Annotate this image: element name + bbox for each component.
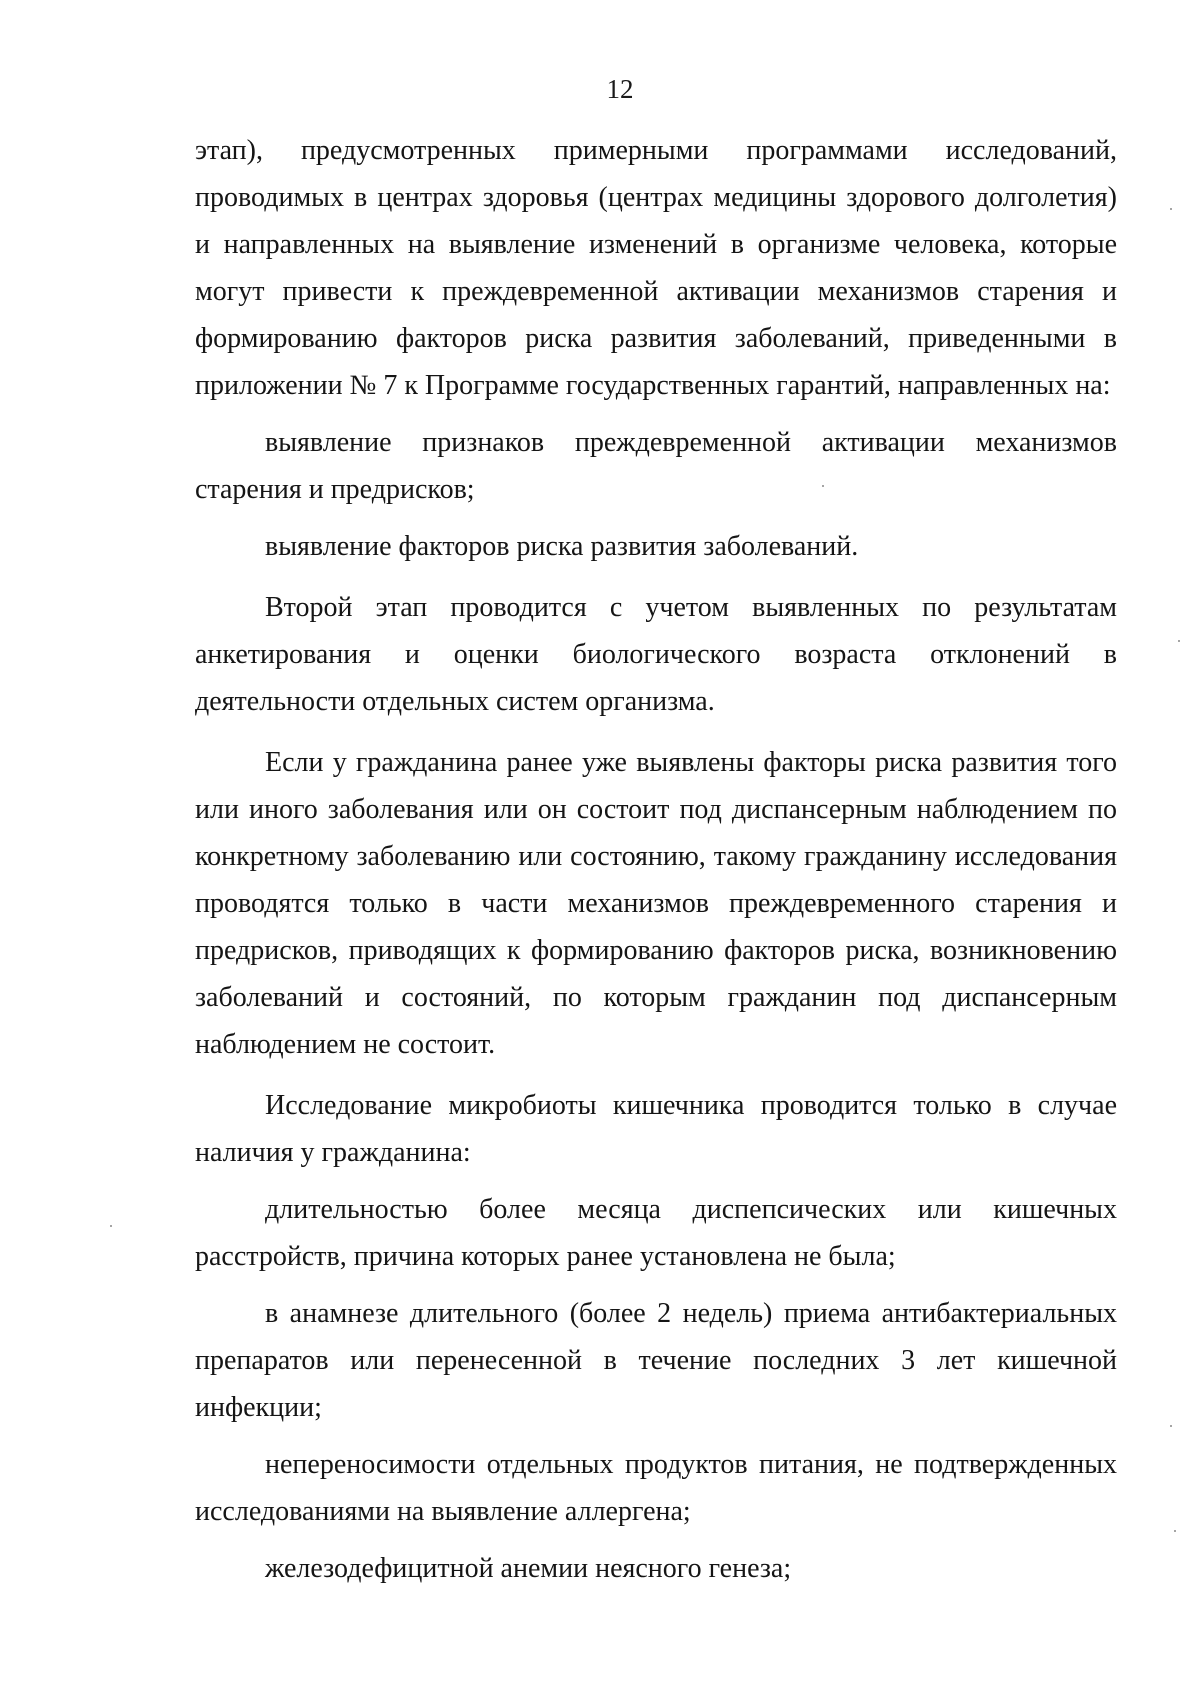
- paragraph-existing-risk: Если у гражданина ранее уже выявлены факторы риска развития того или иного заболевания или он состоит под диспансерным наблюдением по конкретному заболеванию или состоянию, такому гражданину исследования проводятся только в части механизмов преждевременного старения и предрисков, приводящих к формированию факторов риска, возникновению заболеваний и состояний, по которым гражданин под диспансерным наблюдением не состоит.: [195, 747, 1117, 1060]
- list-item-dyspepsia: длительностью более месяца диспепсических или кишечных расстройств, причина которых ранее установлена не была;: [195, 1194, 1117, 1272]
- paragraph-microbiota: Исследование микробиоты кишечника проводится только в случае наличия у гражданина:: [195, 1090, 1117, 1168]
- list-item-food-intolerance: непереносимости отдельных продуктов питания, не подтвержденных исследованиями на выявление аллергена;: [195, 1449, 1117, 1527]
- list-item-antibacterial: в анамнезе длительного (более 2 недель) приема антибактериальных препаратов или перенесенной в течение последних 3 лет кишечной инфекции;: [195, 1298, 1117, 1423]
- scan-speck: [1174, 1530, 1176, 1532]
- page-number: 12: [606, 74, 634, 104]
- list-item-anemia: железодефицитной анемии неясного генеза;: [265, 1553, 792, 1584]
- scan-speck: [1170, 208, 1172, 210]
- list-item-risk-factors: выявление факторов риска развития заболеваний.: [265, 531, 859, 562]
- scan-speck: [1178, 640, 1180, 642]
- paragraph-second-stage: Второй этап проводится с учетом выявленных по результатам анкетирования и оценки биологического возраста отклонений в деятельности отдельных систем организма.: [195, 592, 1117, 717]
- scan-speck: [110, 1225, 112, 1227]
- paragraph-intro: этап), предусмотренных примерными программами исследований, проводимых в центрах здоровья (центрах медицины здорового долголетия) и направленных на выявление изменений в организме человека, которые могут привести к преждевременной активации механизмов старения и формированию факторов риска развития заболеваний, приведенными в приложении № 7 к Программе государственных гарантий, направленных на:: [195, 135, 1117, 401]
- document-body: [195, 127, 1117, 1592]
- scan-speck: [1170, 1425, 1172, 1427]
- list-item-aging-signs: выявление признаков преждевременной активации механизмов старения и предрисков;: [195, 427, 1117, 505]
- scan-speck: [822, 485, 824, 487]
